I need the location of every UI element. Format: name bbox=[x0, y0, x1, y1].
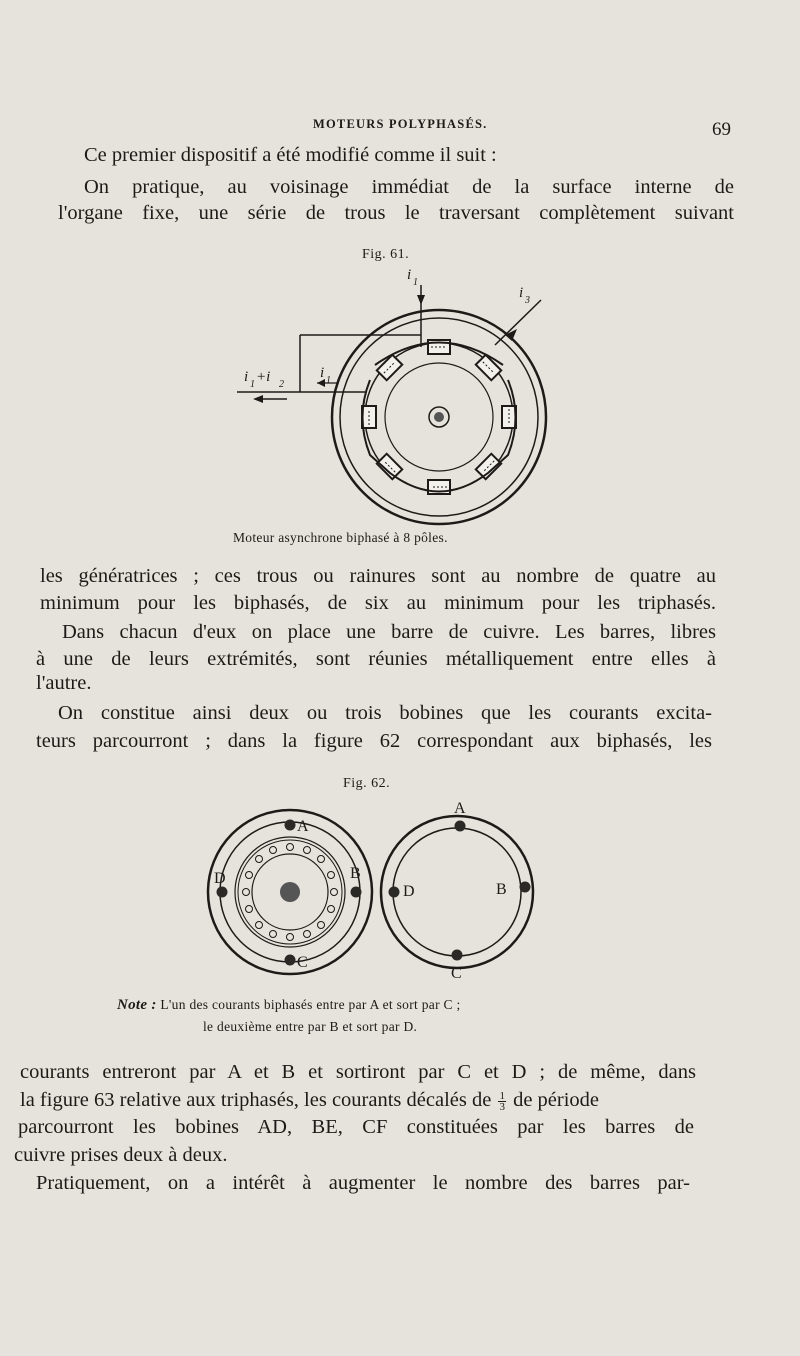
fraction-numerator: 1 bbox=[499, 1089, 505, 1102]
figure-label: Fig. 61. bbox=[362, 247, 410, 262]
figure-62-winding-diagram bbox=[195, 795, 540, 990]
page-number: 69 bbox=[712, 119, 731, 140]
label-i1-side: i bbox=[320, 365, 325, 381]
text-line: On constitue ainsi deux ou trois bobines que les courants excita- bbox=[58, 702, 712, 724]
right-label-B: B bbox=[496, 881, 507, 898]
text-line: minimum pour les biphasés, de six au minimum pour les triphasés. bbox=[40, 592, 716, 614]
text-line: On pratique, au voisinage immédiat de la surface interne de bbox=[84, 176, 734, 198]
label-sum-sub2: 2 bbox=[279, 379, 284, 390]
figure-note bbox=[117, 997, 461, 1014]
text-line: parcourront les bobines AD, BE, CF constituées par les barres de bbox=[18, 1116, 694, 1138]
text-line: l'organe fixe, une série de trous le traversant complètement suivant bbox=[58, 202, 734, 224]
label-i1-side-sub: 1 bbox=[326, 375, 331, 386]
label-sum-sub1: 1 bbox=[250, 379, 255, 390]
right-label-C: C bbox=[451, 965, 462, 982]
note-label: Note : bbox=[117, 997, 157, 1013]
text-segment: de période bbox=[513, 1089, 600, 1111]
right-label-A: A bbox=[454, 800, 466, 817]
left-label-C: C bbox=[297, 954, 308, 971]
text-line: l'autre. bbox=[36, 672, 92, 694]
label-i3-sub: 3 bbox=[525, 295, 530, 306]
left-label-D: D bbox=[214, 870, 226, 887]
fraction-one-third bbox=[498, 1091, 506, 1112]
text-line: cuivre prises deux à deux. bbox=[14, 1144, 228, 1166]
label-sum-plus: +i bbox=[256, 369, 271, 385]
text-line: teurs parcourront ; dans la figure 62 correspondant aux biphasés, les bbox=[36, 730, 712, 752]
text-line: Dans chacun d'eux on place une barre de cuivre. Les barres, libres bbox=[62, 621, 716, 643]
right-label-D: D bbox=[403, 883, 415, 900]
text-line: Pratiquement, on a intérêt à augmenter le nombre des barres par- bbox=[36, 1172, 690, 1194]
text-segment: la figure 63 relative aux triphasés, les courants décalés de bbox=[20, 1089, 492, 1111]
fraction-denominator: 3 bbox=[499, 1100, 505, 1113]
header-title: MOTEURS POLYPHASÉS. bbox=[313, 117, 488, 131]
left-label-B: B bbox=[350, 865, 361, 882]
text-line: courants entreront par A et B et sortiront par C et D ; de même, dans bbox=[20, 1061, 696, 1083]
text-line: à une de leurs extrémités, sont réunies métalliquement entre elles à bbox=[36, 648, 716, 670]
figure-label: Fig. 62. bbox=[343, 776, 391, 791]
figure-61-motor-diagram bbox=[225, 265, 560, 530]
left-label-A: A bbox=[297, 818, 309, 835]
label-i3: i bbox=[519, 285, 524, 301]
figure-caption: Moteur asynchrone biphasé à 8 pôles. bbox=[233, 530, 448, 545]
label-i1-top-sub: 1 bbox=[413, 277, 418, 288]
text-line: Ce premier dispositif a été modifié comme il suit : bbox=[84, 144, 497, 166]
text-line-fraction bbox=[20, 1088, 599, 1112]
label-i1-top: i bbox=[407, 267, 412, 283]
text-line: les génératrices ; ces trous ou rainures sont au nombre de quatre au bbox=[40, 565, 716, 587]
note-line-2: le deuxième entre par B et sort par D. bbox=[203, 1019, 418, 1034]
label-sum-i: i bbox=[244, 369, 249, 385]
note-line-1: L'un des courants biphasés entre par A et sort par C ; bbox=[160, 997, 461, 1012]
